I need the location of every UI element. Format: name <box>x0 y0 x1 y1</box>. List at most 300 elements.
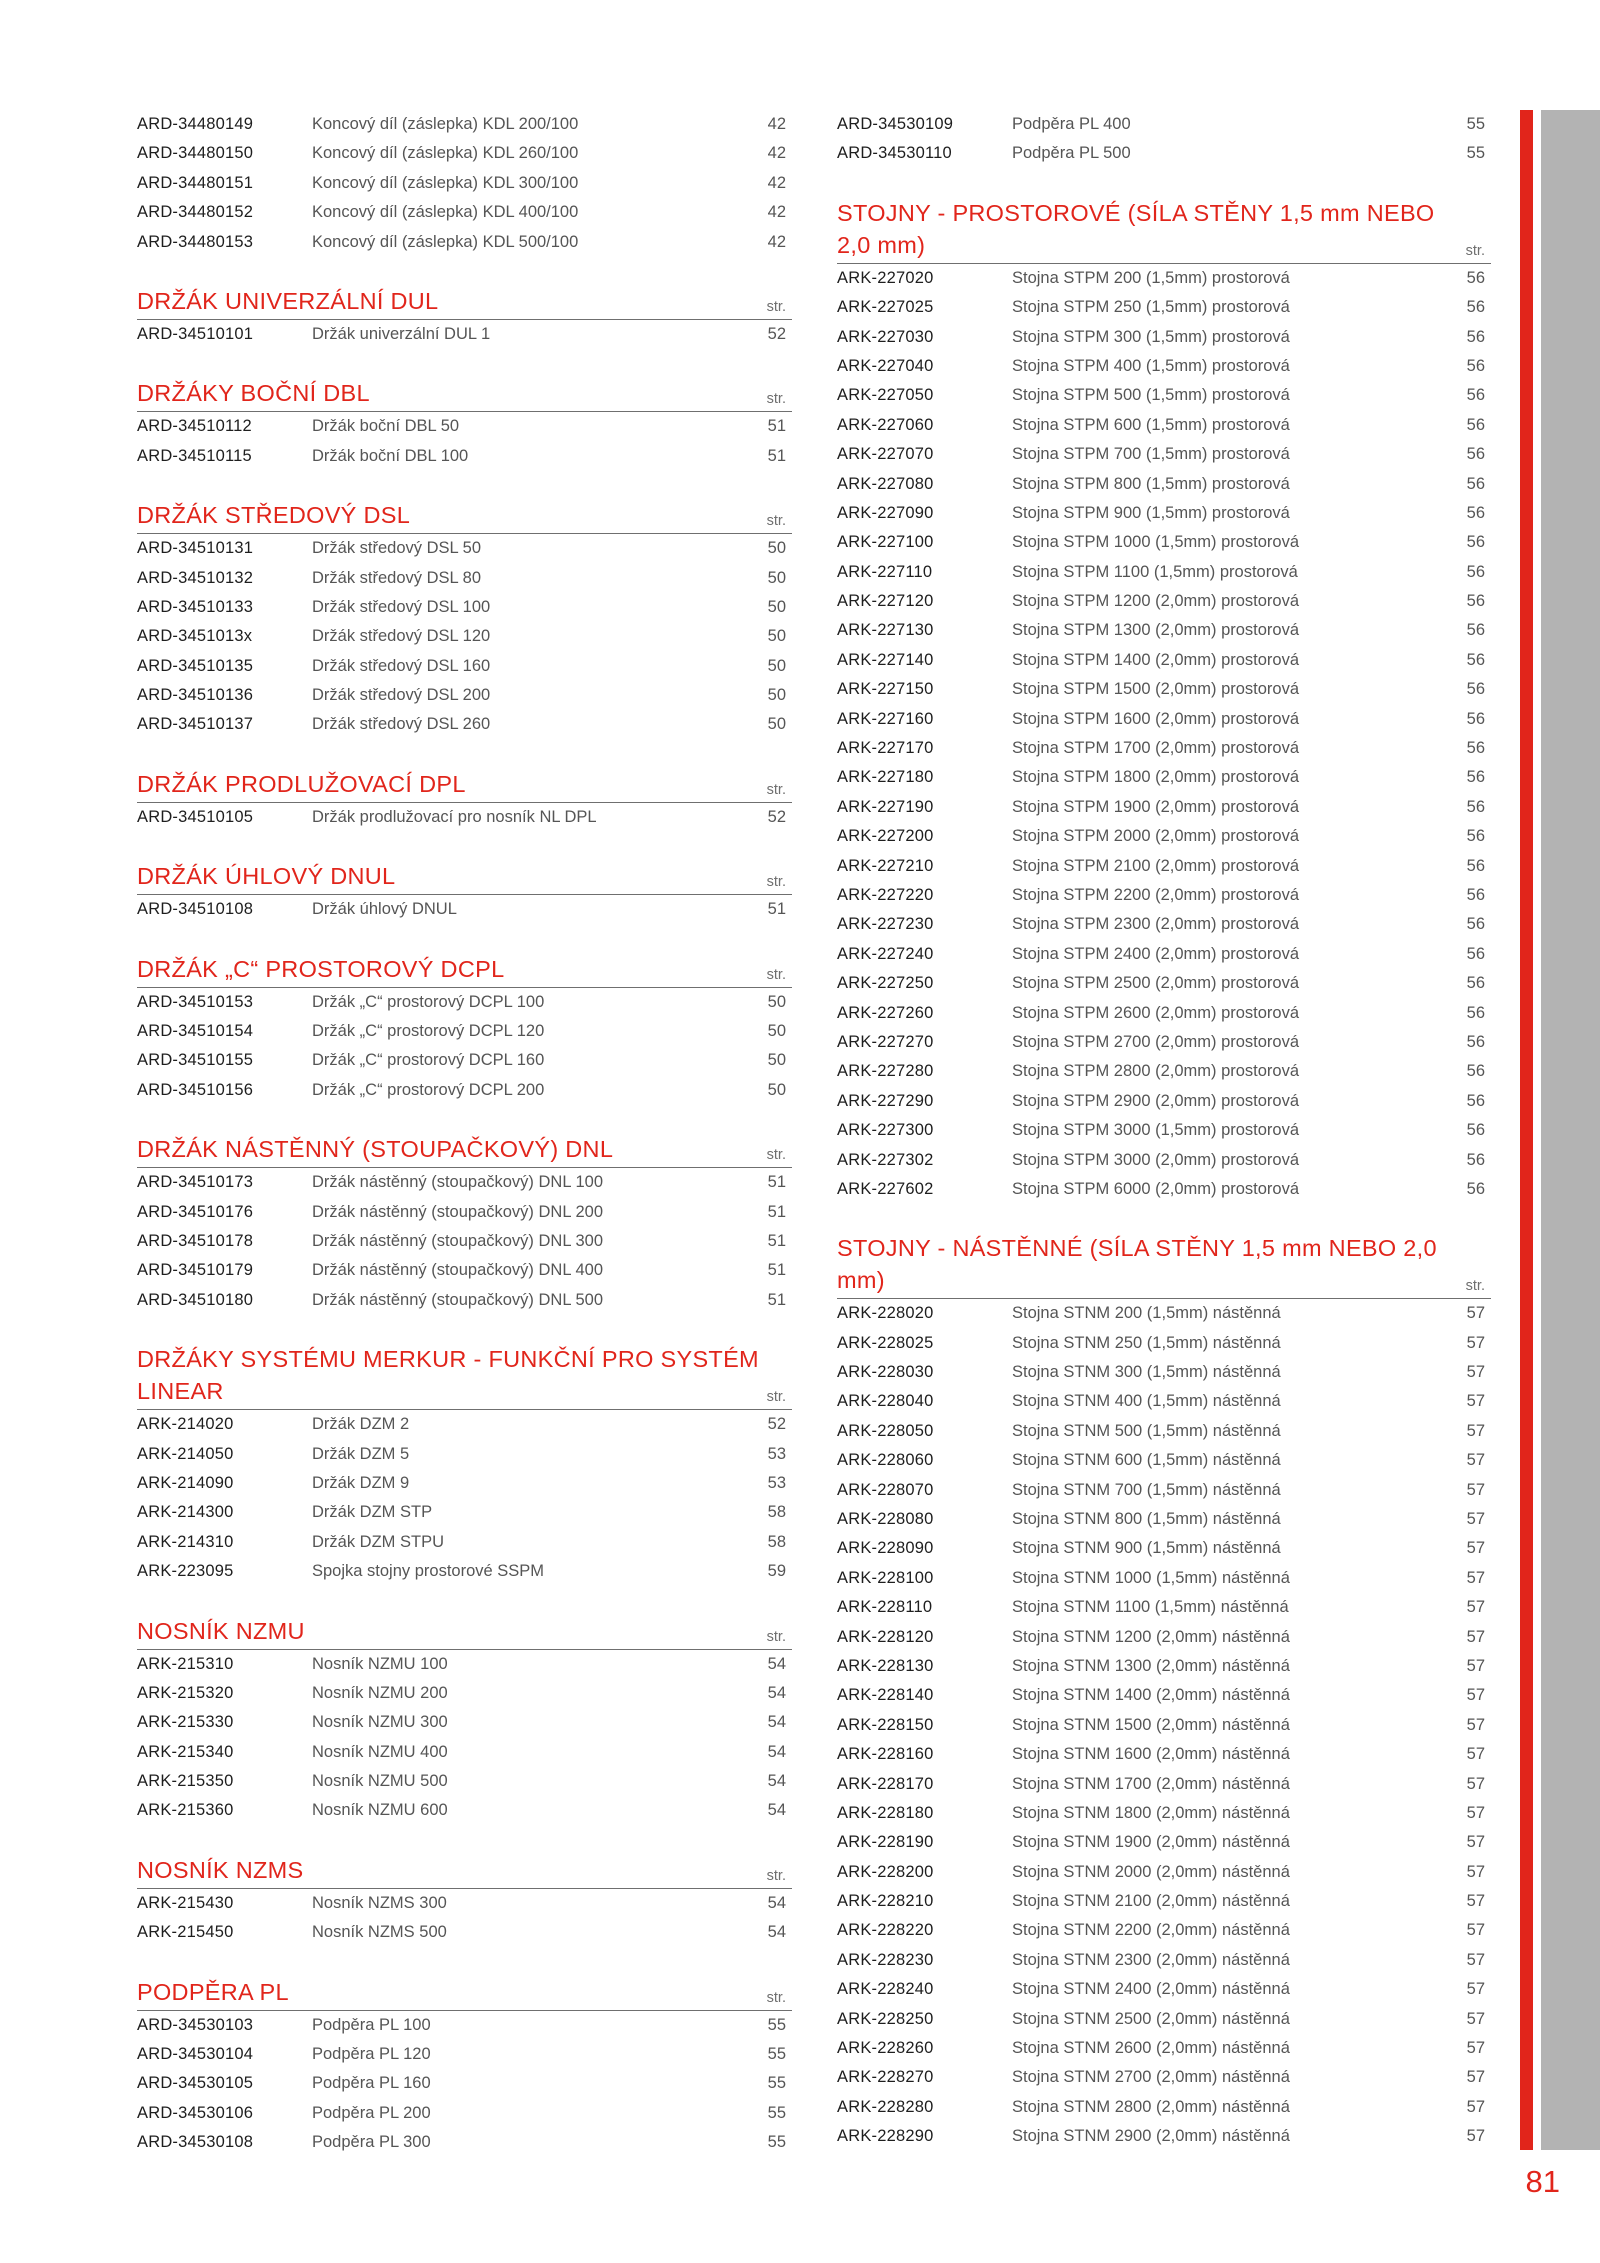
article-description: Stojna STNM 1900 (2,0mm) nástěnná <box>1012 1833 1290 1852</box>
article-description: Stojna STPM 1100 (1,5mm) prostorová <box>1012 562 1298 581</box>
article-description: Stojna STPM 2600 (2,0mm) prostorová <box>1012 1003 1300 1022</box>
page-reference: 56 <box>1466 592 1485 611</box>
section-title: STOJNY - PROSTOROVÉ (SÍLA STĚNY 1,5 mm NEBO 2,0 mm) <box>837 199 1435 258</box>
page-reference: 57 <box>1466 2068 1485 2087</box>
catalog-row <box>837 2063 1491 2092</box>
catalog-row <box>837 381 1491 410</box>
page-reference: 56 <box>1466 650 1485 669</box>
catalog-row <box>137 139 792 168</box>
catalog-row <box>837 1564 1491 1593</box>
page-reference: 57 <box>1466 1333 1485 1352</box>
article-description: Stojna STNM 2400 (2,0mm) nástěnná <box>1012 1980 1290 1999</box>
catalog-row <box>837 763 1491 792</box>
article-code: ARK-215320 <box>137 1683 234 1702</box>
page-reference: 56 <box>1466 562 1485 581</box>
page-reference: 57 <box>1466 1921 1485 1940</box>
page-reference: 57 <box>1466 1686 1485 1705</box>
catalog-row <box>837 1116 1491 1145</box>
page-reference: 57 <box>1466 1803 1485 1822</box>
article-description: Nosník NZMU 200 <box>312 1683 448 1702</box>
article-description: Držák středový DSL 160 <box>312 656 491 675</box>
page-reference: 51 <box>767 1173 786 1192</box>
section-title: DRŽÁK „C“ PROSTOROVÝ DCPL <box>137 955 505 982</box>
article-description: Nosník NZMS 300 <box>312 1893 447 1912</box>
page-reference: 56 <box>1466 327 1485 346</box>
article-code: ARK-227025 <box>837 298 934 317</box>
page-reference: 57 <box>1466 1421 1485 1440</box>
article-description: Stojna STNM 400 (1,5mm) nástěnná <box>1012 1392 1281 1411</box>
page-reference: 50 <box>767 992 786 1011</box>
page-reference: 51 <box>767 1231 786 1250</box>
article-description: Podpěra PL 400 <box>1012 115 1131 133</box>
article-code: ARK-227300 <box>837 1121 934 1140</box>
page-column-label: str. <box>766 1389 786 1406</box>
page-reference: 50 <box>767 1080 786 1099</box>
section-title: DRŽÁKY BOČNÍ DBL <box>137 380 370 407</box>
page-reference: 57 <box>1466 1539 1485 1558</box>
article-description: Držák úhlový DNUL <box>312 900 457 919</box>
page-reference: 51 <box>767 417 786 436</box>
article-description: Koncový díl (záslepka) KDL 260/100 <box>312 144 579 163</box>
article-description: Držák nástěnný (stoupačkový) DNL 200 <box>312 1202 604 1221</box>
article-description: Stojna STPM 300 (1,5mm) prostorová <box>1012 327 1290 346</box>
page-reference: 54 <box>767 1923 786 1942</box>
section-title: PODPĚRA PL <box>137 1978 289 2005</box>
page-reference: 51 <box>767 1290 786 1309</box>
page-reference: 57 <box>1466 1715 1485 1734</box>
article-code: ARK-227290 <box>837 1091 934 1110</box>
article-description: Držák DZM STP <box>312 1503 433 1522</box>
article-code: ARD-3451013x <box>137 627 253 646</box>
catalog-row <box>137 710 792 739</box>
catalog-row <box>837 470 1491 499</box>
catalog-row <box>837 675 1491 704</box>
article-code: ARD-34530109 <box>837 115 954 133</box>
page-reference: 50 <box>767 1022 786 1041</box>
article-description: Stojna STNM 2200 (2,0mm) nástěnná <box>1012 1921 1290 1940</box>
article-code: ARK-227140 <box>837 650 934 669</box>
article-description: Nosník NZMU 400 <box>312 1742 448 1761</box>
article-description: Stojna STNM 200 (1,5mm) nástěnná <box>1012 1304 1281 1323</box>
catalog-row <box>837 440 1491 469</box>
page-reference: 57 <box>1466 2097 1485 2116</box>
article-code: ARK-215340 <box>137 1742 234 1761</box>
article-description: Stojna STNM 600 (1,5mm) nástěnná <box>1012 1451 1281 1470</box>
section-title: STOJNY - NÁSTĚNNÉ (SÍLA STĚNY 1,5 mm NEBO 2,0 mm) <box>837 1235 1437 1294</box>
section-heading <box>137 1854 792 1889</box>
page-reference: 56 <box>1466 1179 1485 1198</box>
article-description: Stojna STPM 1500 (2,0mm) prostorová <box>1012 680 1300 699</box>
catalog-row <box>837 1534 1491 1563</box>
page-column-label: str. <box>766 1147 786 1164</box>
article-description: Podpěra PL 160 <box>312 2074 431 2093</box>
article-description: Stojna STNM 1400 (2,0mm) nástěnná <box>1012 1686 1290 1705</box>
page-reference: 56 <box>1466 415 1485 434</box>
article-code: ARD-34510155 <box>137 1051 254 1070</box>
catalog-row <box>137 1046 792 1075</box>
article-code: ARK-227130 <box>837 621 934 640</box>
article-description: Stojna STNM 250 (1,5mm) nástěnná <box>1012 1333 1281 1352</box>
article-description: Stojna STPM 2000 (2,0mm) prostorová <box>1012 827 1300 846</box>
page-reference: 54 <box>767 1801 786 1820</box>
page-reference: 57 <box>1466 1451 1485 1470</box>
article-description: Stojna STNM 2700 (2,0mm) nástěnná <box>1012 2068 1290 2087</box>
article-code: ARK-227150 <box>837 680 934 699</box>
page-reference: 50 <box>767 686 786 705</box>
page-reference: 53 <box>767 1444 786 1463</box>
article-code: ARK-228240 <box>837 1980 934 1999</box>
article-code: ARD-34510178 <box>137 1231 254 1250</box>
page-reference: 56 <box>1466 885 1485 904</box>
catalog-row <box>137 895 792 924</box>
article-description: Stojna STNM 1000 (1,5mm) nástěnná <box>1012 1568 1290 1587</box>
page-reference: 50 <box>767 539 786 558</box>
article-code: ARD-34510115 <box>137 446 252 465</box>
page-reference: 52 <box>767 807 786 826</box>
catalog-row <box>837 1623 1491 1652</box>
catalog-row <box>837 1146 1491 1175</box>
page-reference: 55 <box>767 2045 786 2064</box>
article-code: ARD-34510132 <box>137 568 254 587</box>
page-reference: 50 <box>767 1051 786 1070</box>
page-reference: 56 <box>1466 386 1485 405</box>
article-code: ARK-228290 <box>837 2127 934 2146</box>
catalog-row <box>837 411 1491 440</box>
catalog-row <box>837 1652 1491 1681</box>
article-description: Držák středový DSL 80 <box>312 568 482 587</box>
article-code: ARK-228250 <box>837 2009 934 2028</box>
section-heading <box>137 953 792 988</box>
catalog-row <box>837 352 1491 381</box>
article-code: ARK-215330 <box>137 1713 234 1732</box>
article-code: ARK-227302 <box>837 1150 934 1169</box>
article-code: ARK-227070 <box>837 445 934 464</box>
page-reference: 57 <box>1466 1480 1485 1499</box>
catalog-row <box>837 2034 1491 2063</box>
article-code: ARK-228025 <box>837 1333 934 1352</box>
catalog-row <box>137 1889 792 1918</box>
catalog-row <box>137 1168 792 1197</box>
article-description: Držák „C“ prostorový DCPL 100 <box>312 992 545 1011</box>
article-description: Držák nástěnný (stoupačkový) DNL 500 <box>312 1290 604 1309</box>
article-code: ARK-228020 <box>837 1304 934 1323</box>
article-code: ARD-34510101 <box>137 324 254 343</box>
page-reference: 56 <box>1466 856 1485 875</box>
catalog-row <box>137 1918 792 1947</box>
article-code: ARK-227020 <box>837 268 934 287</box>
article-description: Nosník NZMU 100 <box>312 1654 448 1673</box>
catalog-row <box>837 1828 1491 1857</box>
article-description: Stojna STNM 1300 (2,0mm) nástěnná <box>1012 1656 1290 1675</box>
article-description: Držák nástěnný (stoupačkový) DNL 300 <box>312 1231 604 1250</box>
section-heading <box>137 1976 792 2011</box>
page-column-label: str. <box>1465 1278 1485 1295</box>
page-column-label: str. <box>766 513 786 530</box>
accent-stripe-red <box>1520 110 1533 2150</box>
section-heading <box>137 1615 792 1650</box>
article-description: Stojna STNM 700 (1,5mm) nástěnná <box>1012 1480 1281 1499</box>
article-description: Koncový díl (záslepka) KDL 400/100 <box>312 203 579 222</box>
catalog-row <box>837 999 1491 1028</box>
page-reference: 56 <box>1466 1062 1485 1081</box>
article-description: Stojna STPM 600 (1,5mm) prostorová <box>1012 415 1290 434</box>
article-code: ARD-34510153 <box>137 992 254 1011</box>
page-reference: 56 <box>1466 680 1485 699</box>
article-code: ARK-227060 <box>837 415 934 434</box>
section-title: DRŽÁKY SYSTÉMU MERKUR - FUNKČNÍ PRO SYSTÉM LINEAR <box>137 1346 759 1405</box>
catalog-row <box>837 646 1491 675</box>
catalog-row <box>837 705 1491 734</box>
article-code: ARK-228050 <box>837 1421 934 1440</box>
catalog-row <box>137 1650 792 1679</box>
catalog-row <box>837 1799 1491 1828</box>
page-column-label: str. <box>766 874 786 891</box>
article-description: Stojna STNM 2600 (2,0mm) nástěnná <box>1012 2039 1290 2058</box>
page-reference: 59 <box>767 1562 786 1581</box>
catalog-row <box>137 1256 792 1285</box>
section-heading <box>837 197 1491 264</box>
article-code: ARK-214310 <box>137 1532 234 1551</box>
article-description: Stojna STNM 1500 (2,0mm) nástěnná <box>1012 1715 1290 1734</box>
section-heading <box>137 499 792 534</box>
catalog-row <box>837 499 1491 528</box>
article-description: Stojna STPM 200 (1,5mm) prostorová <box>1012 268 1290 287</box>
page-reference: 56 <box>1466 356 1485 375</box>
catalog-row <box>837 969 1491 998</box>
catalog-row <box>137 1679 792 1708</box>
article-code: ARK-214050 <box>137 1444 234 1463</box>
catalog-row <box>837 1946 1491 1975</box>
article-code: ARK-227160 <box>837 709 934 728</box>
page-reference: 53 <box>767 1473 786 1492</box>
page-reference: 57 <box>1466 1656 1485 1675</box>
page-reference: 56 <box>1466 974 1485 993</box>
catalog-row <box>137 2011 792 2040</box>
article-code: ARD-34480149 <box>137 115 254 133</box>
article-description: Stojna STPM 6000 (2,0mm) prostorová <box>1012 1179 1300 1198</box>
article-code: ARD-34510108 <box>137 900 254 919</box>
catalog-row <box>837 139 1491 168</box>
article-description: Držák středový DSL 50 <box>312 539 482 558</box>
catalog-row <box>137 110 792 139</box>
article-code: ARD-34480150 <box>137 144 254 163</box>
catalog-row <box>137 803 792 832</box>
article-code: ARK-228270 <box>837 2068 934 2087</box>
article-description: Držák „C“ prostorový DCPL 120 <box>312 1022 545 1041</box>
page-reference: 55 <box>767 2133 786 2152</box>
article-description: Stojna STPM 500 (1,5mm) prostorová <box>1012 386 1290 405</box>
article-description: Stojna STPM 1800 (2,0mm) prostorová <box>1012 768 1300 787</box>
catalog-row <box>837 1711 1491 1740</box>
article-description: Držák DZM 5 <box>312 1444 410 1463</box>
article-description: Držák univerzální DUL 1 <box>312 324 491 343</box>
article-description: Držák boční DBL 50 <box>312 417 460 436</box>
page-reference: 50 <box>767 656 786 675</box>
page-reference: 56 <box>1466 827 1485 846</box>
article-code: ARD-34510176 <box>137 1202 254 1221</box>
article-code: ARK-228090 <box>837 1539 934 1558</box>
article-code: ARD-34510135 <box>137 656 254 675</box>
article-code: ARK-228120 <box>837 1627 934 1646</box>
catalog-row <box>137 1076 792 1105</box>
article-description: Podpěra PL 300 <box>312 2133 431 2152</box>
article-code: ARD-34530105 <box>137 2074 254 2093</box>
article-code: ARD-34480153 <box>137 232 254 251</box>
page-column-label: str. <box>766 1867 786 1884</box>
catalog-row <box>137 681 792 710</box>
article-description: Stojna STNM 2800 (2,0mm) nástěnná <box>1012 2097 1290 2116</box>
article-code: ARK-215360 <box>137 1801 234 1820</box>
catalog-row <box>837 1975 1491 2004</box>
article-code: ARD-34480152 <box>137 203 254 222</box>
catalog-row <box>837 2093 1491 2122</box>
page-reference: 56 <box>1466 445 1485 464</box>
page-reference: 57 <box>1466 1627 1485 1646</box>
catalog-row <box>137 2128 792 2157</box>
article-description: Stojna STPM 1700 (2,0mm) prostorová <box>1012 739 1300 758</box>
catalog-row <box>837 110 1491 139</box>
article-description: Stojna STNM 900 (1,5mm) nástěnná <box>1012 1539 1281 1558</box>
article-description: Držák DZM 2 <box>312 1415 410 1434</box>
article-description: Stojna STPM 2500 (2,0mm) prostorová <box>1012 974 1300 993</box>
catalog-row <box>837 1887 1491 1916</box>
article-code: ARK-215310 <box>137 1654 234 1673</box>
page-reference: 56 <box>1466 944 1485 963</box>
article-code: ARK-223095 <box>137 1562 234 1581</box>
article-description: Stojna STPM 1600 (2,0mm) prostorová <box>1012 709 1300 728</box>
catalog-row <box>137 1017 792 1046</box>
page-reference: 56 <box>1466 739 1485 758</box>
article-code: ARK-228160 <box>837 1745 934 1764</box>
page-reference: 52 <box>767 1415 786 1434</box>
article-code: ARK-228140 <box>837 1686 934 1705</box>
catalog-row <box>137 1469 792 1498</box>
page-reference: 57 <box>1466 1568 1485 1587</box>
section-title: DRŽÁK PRODLUŽOVACÍ DPL <box>137 770 466 797</box>
article-description: Stojna STPM 1200 (2,0mm) prostorová <box>1012 592 1300 611</box>
article-description: Stojna STNM 300 (1,5mm) nástěnná <box>1012 1363 1281 1382</box>
catalog-row <box>137 564 792 593</box>
article-description: Držák středový DSL 200 <box>312 686 491 705</box>
article-code: ARK-228070 <box>837 1480 934 1499</box>
article-description: Stojna STPM 2400 (2,0mm) prostorová <box>1012 944 1300 963</box>
article-description: Stojna STNM 2100 (2,0mm) nástěnná <box>1012 1892 1290 1911</box>
article-code: ARK-214090 <box>137 1473 234 1492</box>
page-reference: 50 <box>767 715 786 734</box>
page-reference: 56 <box>1466 915 1485 934</box>
section-title: DRŽÁK UNIVERZÁLNÍ DUL <box>137 287 439 314</box>
page-reference: 55 <box>767 2103 786 2122</box>
catalog-row <box>837 1476 1491 1505</box>
catalog-row <box>137 622 792 651</box>
article-description: Stojna STNM 2300 (2,0mm) nástěnná <box>1012 1950 1290 1969</box>
page-reference: 56 <box>1466 1150 1485 1169</box>
article-code: ARK-228130 <box>837 1656 934 1675</box>
article-description: Stojna STPM 2800 (2,0mm) prostorová <box>1012 1062 1300 1081</box>
page-column-label: str. <box>766 391 786 408</box>
catalog-row <box>137 1738 792 1767</box>
catalog-row <box>837 1740 1491 1769</box>
catalog-row <box>137 1796 792 1825</box>
page-reference: 56 <box>1466 768 1485 787</box>
article-code: ARK-227200 <box>837 827 934 846</box>
page-number: 81 <box>1525 2164 1560 2199</box>
catalog-row <box>837 1329 1491 1358</box>
section-title: NOSNÍK NZMU <box>137 1617 305 1644</box>
article-description: Podpěra PL 500 <box>1012 144 1131 163</box>
catalog-row <box>837 1175 1491 1204</box>
section-heading <box>137 860 792 895</box>
article-description: Koncový díl (záslepka) KDL 300/100 <box>312 173 579 192</box>
article-code: ARD-34510156 <box>137 1080 254 1099</box>
page-reference: 50 <box>767 568 786 587</box>
catalog-row <box>137 412 792 441</box>
article-code: ARD-34510173 <box>137 1173 254 1192</box>
catalog-row <box>137 2040 792 2069</box>
article-description: Stojna STNM 800 (1,5mm) nástěnná <box>1012 1510 1281 1529</box>
article-code: ARK-228080 <box>837 1510 934 1529</box>
article-code: ARK-228060 <box>837 1451 934 1470</box>
catalog-row <box>837 852 1491 881</box>
page-reference: 54 <box>767 1654 786 1673</box>
article-code: ARK-228200 <box>837 1862 934 1881</box>
article-code: ARD-34510133 <box>137 597 254 616</box>
catalog-row <box>837 264 1491 293</box>
article-code: ARK-227240 <box>837 944 934 963</box>
article-description: Stojna STNM 1100 (1,5mm) nástěnná <box>1012 1598 1289 1617</box>
article-code: ARK-228210 <box>837 1892 934 1911</box>
catalog-row <box>837 1358 1491 1387</box>
page-reference: 56 <box>1466 709 1485 728</box>
article-description: Stojna STPM 900 (1,5mm) prostorová <box>1012 503 1290 522</box>
article-description: Držák nástěnný (stoupačkový) DNL 100 <box>312 1173 604 1192</box>
page-reference: 57 <box>1466 2039 1485 2058</box>
article-description: Stojna STPM 1900 (2,0mm) prostorová <box>1012 797 1300 816</box>
catalog-row <box>137 988 792 1017</box>
article-code: ARD-34510137 <box>137 715 254 734</box>
page-reference: 56 <box>1466 621 1485 640</box>
catalog-row <box>837 1770 1491 1799</box>
article-code: ARD-34510105 <box>137 807 254 826</box>
article-description: Držák středový DSL 260 <box>312 715 491 734</box>
catalog-row <box>837 587 1491 616</box>
article-code: ARD-34510180 <box>137 1290 254 1309</box>
article-code: ARK-227030 <box>837 327 934 346</box>
page-column-label: str. <box>766 966 786 983</box>
page-reference: 42 <box>767 203 786 222</box>
section-title: DRŽÁK NÁSTĚNNÝ (STOUPAČKOVÝ) DNL <box>137 1136 614 1163</box>
page-reference: 56 <box>1466 533 1485 552</box>
catalog-row <box>137 1286 792 1315</box>
article-code: ARK-227210 <box>837 856 934 875</box>
article-code: ARD-34510179 <box>137 1261 254 1280</box>
section-heading <box>837 1232 1491 1299</box>
article-code: ARD-34530110 <box>837 144 952 163</box>
article-description: Nosník NZMU 600 <box>312 1801 448 1820</box>
catalog-row <box>837 1446 1491 1475</box>
page-reference: 42 <box>767 232 786 251</box>
section-heading <box>137 1343 792 1410</box>
article-code: ARD-34510131 <box>137 539 254 558</box>
article-code: ARK-228150 <box>837 1715 934 1734</box>
article-description: Stojna STNM 2500 (2,0mm) nástěnná <box>1012 2009 1290 2028</box>
section-heading <box>137 285 792 320</box>
catalog-row <box>137 1528 792 1557</box>
article-description: Stojna STPM 2200 (2,0mm) prostorová <box>1012 885 1300 904</box>
page-reference: 55 <box>767 2015 786 2034</box>
article-code: ARK-228180 <box>837 1803 934 1822</box>
article-code: ARD-34480151 <box>137 173 254 192</box>
